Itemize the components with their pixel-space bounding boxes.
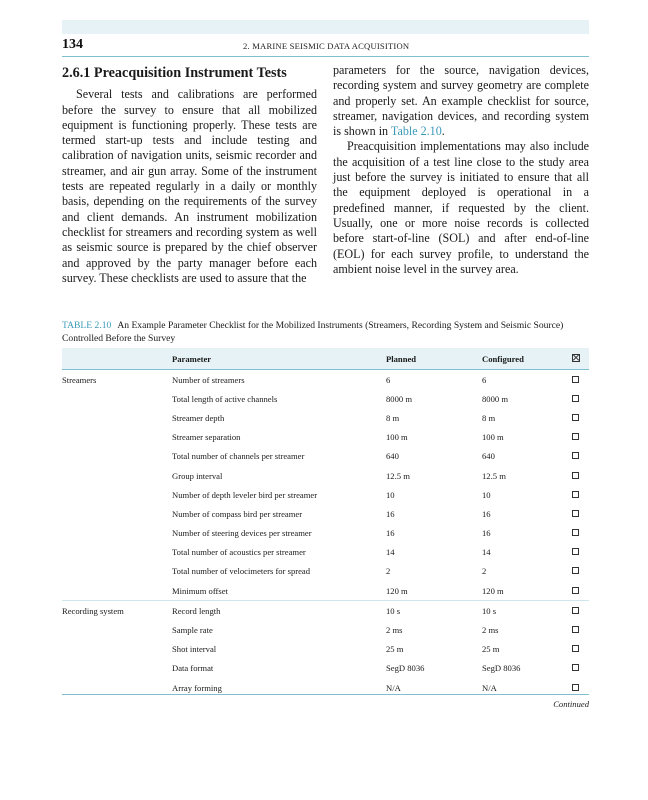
checkbox-icon[interactable]	[572, 395, 579, 402]
cell-planned: 6	[386, 374, 391, 385]
table-row	[62, 601, 589, 621]
cell-planned: 640	[386, 451, 399, 462]
header-group	[62, 348, 172, 370]
cell-checkbox[interactable]	[572, 428, 589, 447]
cell-configured: 2 ms	[482, 625, 499, 636]
table-body	[62, 370, 589, 698]
parameter-checklist-table	[62, 348, 589, 697]
cell-planned: 10 s	[386, 601, 482, 621]
header-rule	[62, 56, 589, 57]
continued-note: Continued	[553, 699, 589, 709]
cell-checkbox[interactable]	[572, 485, 589, 504]
cell-group	[62, 504, 172, 523]
cell-planned: 120 m	[386, 585, 408, 596]
table-row	[62, 504, 589, 523]
checkbox-icon[interactable]	[572, 510, 579, 517]
left-paragraph: Several tests and calibrations are performed before the survey to ensure that all mobilized equipment is functioning properly. These tests are termed start-up tests and include testing and calibration of navigation units, seismic recorder and streamer, and air gun array. Some of the instrument tests are repeated regularly in a daily or monthly basis, depending on the requirements of the survey and client demands. An instrument mobilization checklist for streamers and recording system as well as seismic source is prepared by the chief observer and approved by the party manager before each survey. These checklists are used to assure that the	[62, 87, 317, 285]
cell-planned: 12.5 m	[386, 470, 410, 481]
cell-group	[62, 485, 172, 504]
left-column	[62, 63, 317, 286]
cell-group	[62, 659, 172, 678]
cell-checkbox[interactable]	[572, 447, 589, 466]
cell-planned: N/A	[386, 682, 401, 693]
cell-planned: 2 ms	[386, 625, 403, 636]
checkbox-icon[interactable]	[572, 376, 579, 383]
right-column	[333, 63, 589, 277]
cell-planned: 8 m	[386, 412, 400, 423]
checked-box-icon	[572, 354, 580, 362]
table-caption	[62, 320, 589, 345]
cell-parameter: Total number of channels per streamer	[172, 451, 305, 462]
parameter-table	[62, 348, 589, 697]
table-row	[62, 543, 589, 562]
cell-checkbox[interactable]	[572, 370, 589, 390]
checkbox-icon[interactable]	[572, 548, 579, 555]
cell-parameter: Number of streamers	[172, 374, 245, 385]
cell-parameter: Data format	[172, 663, 214, 674]
checkbox-icon[interactable]	[572, 567, 579, 574]
checkbox-icon[interactable]	[572, 414, 579, 421]
cell-checkbox[interactable]	[572, 620, 589, 639]
right-paragraph-1-end: .	[441, 124, 445, 139]
table-row	[62, 408, 589, 427]
checkbox-icon[interactable]	[572, 645, 579, 652]
cell-checkbox[interactable]	[572, 524, 589, 543]
cell-configured: 120 m	[482, 585, 504, 596]
cell-configured: 10 s	[482, 601, 572, 621]
cell-group	[62, 428, 172, 447]
table-label: TABLE 2.10	[62, 320, 112, 331]
right-paragraph-2: Preacquisition implementations may also include the acquisition of a test line close to the study area just before the survey is initiated to ensure that all the equipment deployed is operational in a predefined manner, if requested by the client. Usually, one or more noise records is collected before start-of-line (SOL) and after end-of-line (EOL) for each survey profile, to understand the ambient noise level in the survey area.	[333, 139, 589, 276]
cell-configured: 25 m	[482, 644, 500, 655]
cell-checkbox[interactable]	[572, 601, 589, 621]
cell-checkbox[interactable]	[572, 389, 589, 408]
checkbox-icon[interactable]	[572, 664, 579, 671]
cell-configured: N/A	[482, 682, 497, 693]
cell-parameter: Total length of active channels	[172, 393, 278, 404]
table-reference-link[interactable]: Table 2.10	[390, 124, 442, 139]
cell-configured: 14	[482, 547, 491, 558]
cell-parameter: Record length	[172, 601, 386, 621]
cell-parameter: Group interval	[172, 470, 223, 481]
cell-group	[62, 408, 172, 427]
cell-configured: 16	[482, 528, 491, 539]
cell-checkbox[interactable]	[572, 562, 589, 581]
checkbox-icon[interactable]	[572, 472, 579, 479]
cell-configured: 10	[482, 489, 491, 500]
table-row	[62, 389, 589, 408]
cell-configured: 2	[482, 566, 487, 577]
table-row	[62, 620, 589, 639]
cell-parameter: Minimum offset	[172, 585, 228, 596]
cell-parameter: Array forming	[172, 682, 222, 693]
cell-checkbox[interactable]	[572, 581, 589, 601]
cell-planned: 10	[386, 489, 395, 500]
header-checkbox-icon	[572, 348, 589, 370]
cell-planned: SegD 8036	[386, 663, 425, 674]
cell-checkbox[interactable]	[572, 659, 589, 678]
right-paragraph-1	[333, 63, 589, 139]
cell-group	[62, 543, 172, 562]
page-number: 134	[62, 37, 83, 52]
cell-parameter: Total number of acoustics per streamer	[172, 547, 306, 558]
cell-parameter: Number of compass bird per streamer	[172, 508, 303, 519]
cell-configured: 16	[482, 508, 491, 519]
table-row	[62, 562, 589, 581]
checkbox-icon[interactable]	[572, 529, 579, 536]
cell-checkbox[interactable]	[572, 408, 589, 427]
checkbox-icon[interactable]	[572, 626, 579, 633]
table-row	[62, 447, 589, 466]
cell-planned: 14	[386, 547, 395, 558]
cell-configured: 8000 m	[482, 393, 509, 404]
cell-group: Recording system	[62, 601, 172, 621]
top-band	[62, 20, 589, 34]
cell-planned: 100 m	[386, 432, 408, 443]
table-header-row	[62, 348, 589, 370]
cell-group: Streamers	[62, 374, 97, 385]
header-configured: Configured	[482, 348, 572, 370]
cell-group	[62, 524, 172, 543]
cell-configured: 12.5 m	[482, 470, 506, 481]
cell-configured: 640	[482, 451, 495, 462]
table-row	[62, 524, 589, 543]
cell-planned: 2	[386, 566, 391, 577]
cell-configured: SegD 8036	[482, 663, 521, 674]
cell-planned: 8000 m	[386, 393, 413, 404]
table-row	[62, 466, 589, 485]
cell-parameter: Number of depth leveler bird per streamer	[172, 489, 318, 500]
table-row	[62, 581, 589, 601]
table-row	[62, 485, 589, 504]
right-paragraph-1-text: parameters for the source, navigation devices, recording system and survey geometry are complete and properly set. An example checklist for source, streamer, navigation devices, and recording system is shown in	[333, 63, 589, 139]
table-row	[62, 428, 589, 447]
header-parameter: Parameter	[172, 348, 386, 370]
checkbox-icon[interactable]	[572, 684, 579, 691]
cell-parameter: Streamer depth	[172, 412, 225, 423]
cell-checkbox[interactable]	[572, 466, 589, 485]
cell-parameter: Shot interval	[172, 644, 217, 655]
section-title: 2.6.1 Preacquisition Instrument Tests	[62, 65, 287, 81]
cell-group	[62, 447, 172, 466]
cell-group	[62, 562, 172, 581]
cell-parameter: Streamer separation	[172, 432, 241, 443]
cell-checkbox[interactable]	[572, 640, 589, 659]
cell-group	[62, 389, 172, 408]
cell-planned: 16	[386, 528, 395, 539]
cell-planned: 25 m	[386, 644, 404, 655]
checkbox-icon[interactable]	[572, 607, 579, 614]
checkbox-icon[interactable]	[572, 491, 579, 498]
running-head: 2. MARINE SEISMIC DATA ACQUISITION	[243, 41, 410, 51]
checkbox-icon[interactable]	[572, 433, 579, 440]
cell-parameter: Total number of velocimeters for spread	[172, 566, 311, 577]
table-caption-text: An Example Parameter Checklist for the Mobilized Instruments (Streamers, Recording System and Seismic Source) Controlled Before the Survey	[62, 320, 564, 344]
table-bottom-rule	[62, 694, 589, 695]
cell-parameter: Sample rate	[172, 625, 213, 636]
table-row	[62, 370, 589, 390]
cell-configured: 100 m	[482, 432, 504, 443]
table-row	[62, 640, 589, 659]
cell-parameter: Number of steering devices per streamer	[172, 528, 312, 539]
cell-group	[62, 620, 172, 639]
checkbox-icon[interactable]	[572, 587, 579, 594]
checkbox-icon[interactable]	[572, 452, 579, 459]
cell-configured: 8 m	[482, 412, 496, 423]
cell-checkbox[interactable]	[572, 504, 589, 523]
cell-group	[62, 466, 172, 485]
header-planned: Planned	[386, 348, 482, 370]
cell-checkbox[interactable]	[572, 543, 589, 562]
cell-planned: 16	[386, 508, 395, 519]
cell-configured: 6	[482, 374, 487, 385]
cell-group	[62, 640, 172, 659]
table-row	[62, 659, 589, 678]
cell-group	[62, 581, 172, 601]
